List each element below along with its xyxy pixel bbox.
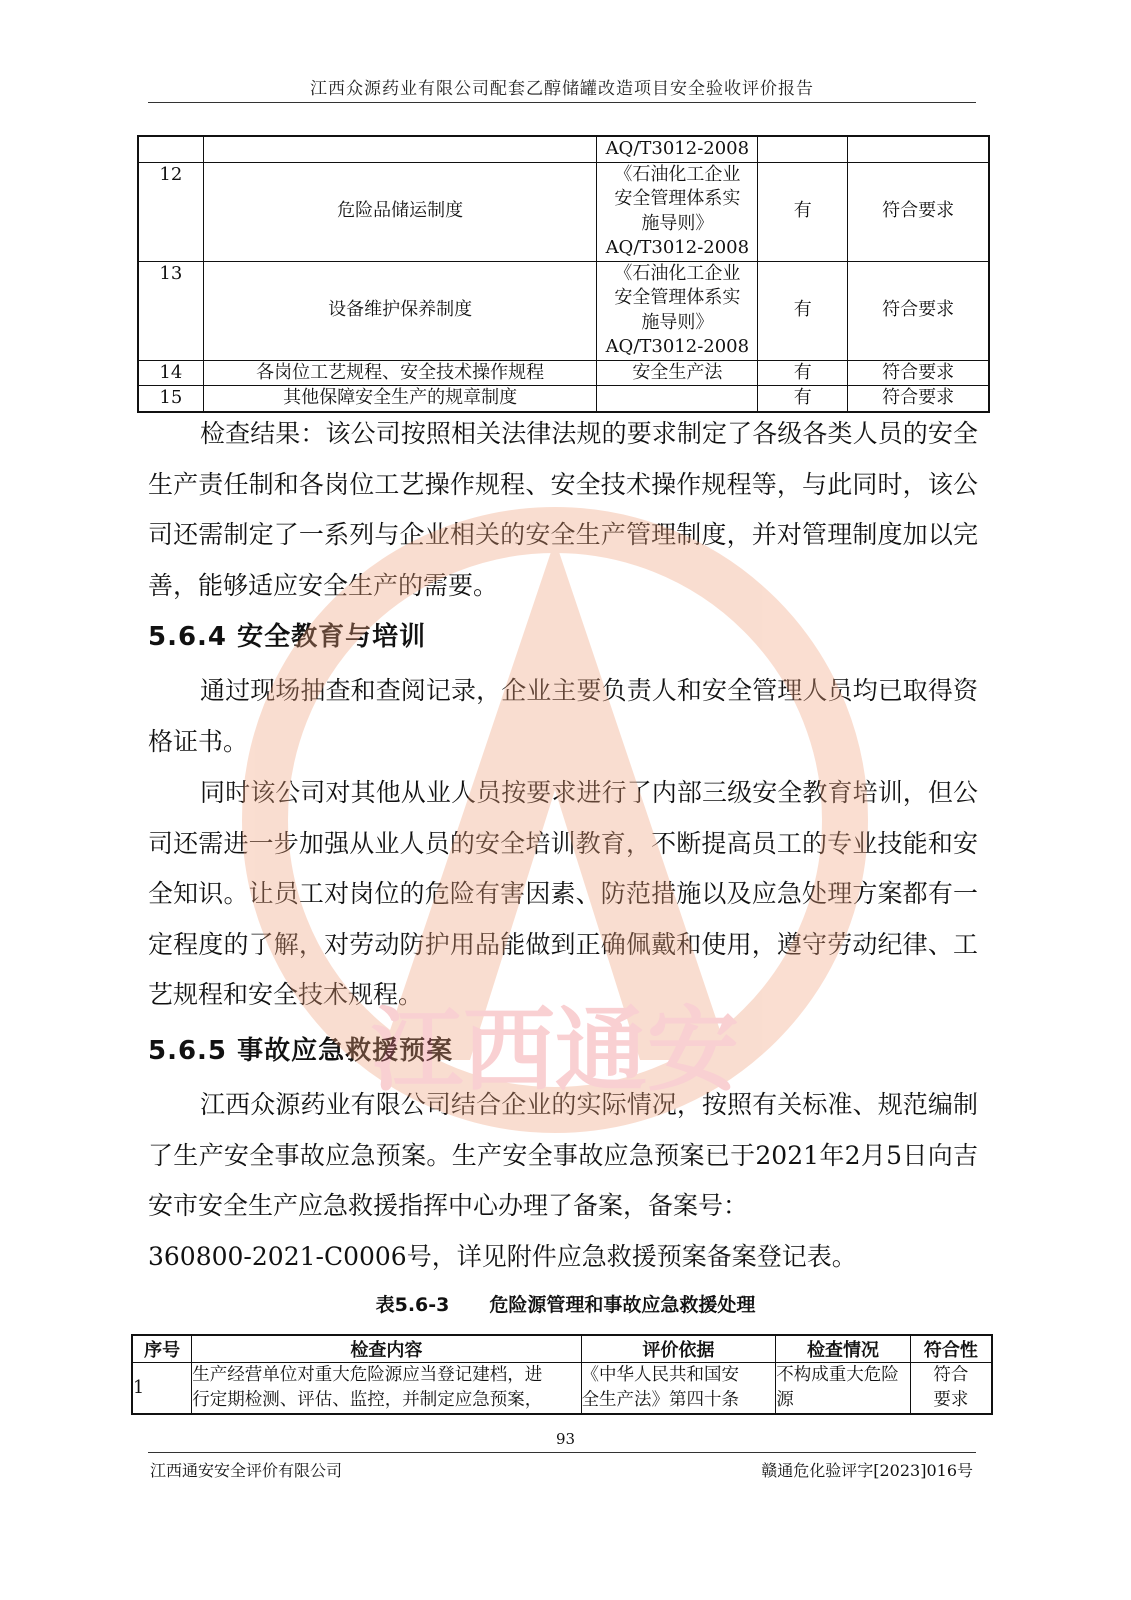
footer-rule bbox=[148, 1452, 976, 1453]
result-cell: 符合要求 bbox=[848, 386, 989, 412]
basis-cell: 安全生产法 bbox=[597, 360, 758, 386]
header-title: 江西众源药业有限公司配套乙醇储罐改造项目安全验收评价报告 bbox=[310, 79, 814, 99]
section-heading-5-6-4: 5.6.4 安全教育与培训 bbox=[148, 622, 427, 652]
status-cell: 有 bbox=[758, 261, 848, 360]
basis-cell: 《中华人民共和国安 全生产法》第四十条 bbox=[581, 1363, 776, 1415]
column-header: 符合性 bbox=[910, 1335, 992, 1363]
table-row bbox=[138, 162, 989, 261]
result-cell: 符合要求 bbox=[848, 162, 989, 261]
row-number: 1 bbox=[132, 1363, 192, 1415]
footer-company: 江西通安安全评价有限公司 bbox=[150, 1461, 343, 1480]
caption-title: 危险源管理和事故应急救援处理 bbox=[489, 1294, 756, 1316]
table-row bbox=[138, 261, 989, 360]
row-number: 15 bbox=[138, 386, 203, 412]
page-number: 93 bbox=[555, 1430, 576, 1448]
status-cell: 不构成重大危险 源 bbox=[776, 1363, 910, 1415]
item-cell: 其他保障安全生产的规章制度 bbox=[203, 386, 597, 412]
basis-cell bbox=[597, 386, 758, 412]
table-header-row bbox=[132, 1335, 992, 1363]
basis-cell: 《石油化工企业 安全管理体系实 施导则》 AQ/T3012-2008 bbox=[597, 261, 758, 360]
paragraph-training: 同时该公司对其他从业人员按要求进行了内部三级安全教育培训，但公司还需进一步加强从业人员的安全培训教育，不断提高员工的专业技能和安全知识。让员工对岗位的危险有害因素、防范措施以及应急处理方案都有一定程度的了解，对劳动防护用品能做到正确佩戴和使用，遵守劳动纪律、工艺规程和安全技术规程。 bbox=[148, 778, 978, 1009]
watermark-bottom-text: 江西通安 bbox=[370, 997, 740, 1104]
item-cell: 各岗位工艺规程、安全技术操作规程 bbox=[203, 360, 597, 386]
table-row bbox=[138, 386, 989, 412]
paragraph-certificates: 通过现场抽查和查阅记录，企业主要负责人和安全管理人员均已取得资格证书。 bbox=[148, 676, 978, 756]
result-cell: 符合要求 bbox=[848, 261, 989, 360]
caption-number: 表5.6-3 bbox=[375, 1294, 450, 1316]
check-result-paragraph: 检查结果：该公司按照相关法律法规的要求制定了各级各类人员的安全生产责任制和各岗位工艺操作规程、安全技术操作规程等，与此同时，该公司还需制定了一系列与企业相关的安全生产管理制度，并对管理制度加以完善，能够适应安全生产的需要。 bbox=[148, 419, 978, 600]
basis-cell: AQ/T3012-2008 bbox=[597, 136, 758, 162]
row-number: 13 bbox=[138, 261, 203, 360]
content-cell: 生产经营单位对重大危险源应当登记建档，进 行定期检测、评估、监控，并制定应急预案， bbox=[192, 1363, 581, 1415]
table-row bbox=[132, 1363, 992, 1415]
column-header: 检查情况 bbox=[776, 1335, 910, 1363]
item-cell: 设备维护保养制度 bbox=[203, 261, 597, 360]
table-caption bbox=[0, 1290, 1131, 1317]
footer-doc-number: 赣通危化验评字[2023]016号 bbox=[761, 1461, 973, 1480]
item-cell: 危险品储运制度 bbox=[203, 162, 597, 261]
hazard-table bbox=[131, 1334, 993, 1415]
paragraph-record-number: 360800-2021-C0006号，详见附件应急救援预案备案登记表。 bbox=[148, 1242, 857, 1271]
table-row bbox=[138, 360, 989, 386]
column-header: 检查内容 bbox=[192, 1335, 581, 1363]
column-header: 序号 bbox=[132, 1335, 192, 1363]
header-rule bbox=[148, 102, 976, 103]
table-row bbox=[138, 136, 989, 162]
basis-cell: 《石油化工企业 安全管理体系实 施导则》 AQ/T3012-2008 bbox=[597, 162, 758, 261]
row-number: 12 bbox=[138, 162, 203, 261]
status-cell: 有 bbox=[758, 360, 848, 386]
result-cell: 符合要求 bbox=[848, 360, 989, 386]
column-header: 评价依据 bbox=[581, 1335, 776, 1363]
status-cell: 有 bbox=[758, 162, 848, 261]
row-number: 14 bbox=[138, 360, 203, 386]
paragraph-emergency-plan: 江西众源药业有限公司结合企业的实际情况，按照有关标准、规范编制了生产安全事故应急预案。生产安全事故应急预案已于2021年2月5日向吉安市安全生产应急救援指挥中心办理了备案，备案号： bbox=[148, 1090, 978, 1220]
section-heading-5-6-5: 5.6.5 事故应急救援预案 bbox=[148, 1036, 454, 1066]
regulation-table bbox=[137, 135, 990, 413]
status-cell: 有 bbox=[758, 386, 848, 412]
result-cell: 符合 要求 bbox=[910, 1363, 992, 1415]
